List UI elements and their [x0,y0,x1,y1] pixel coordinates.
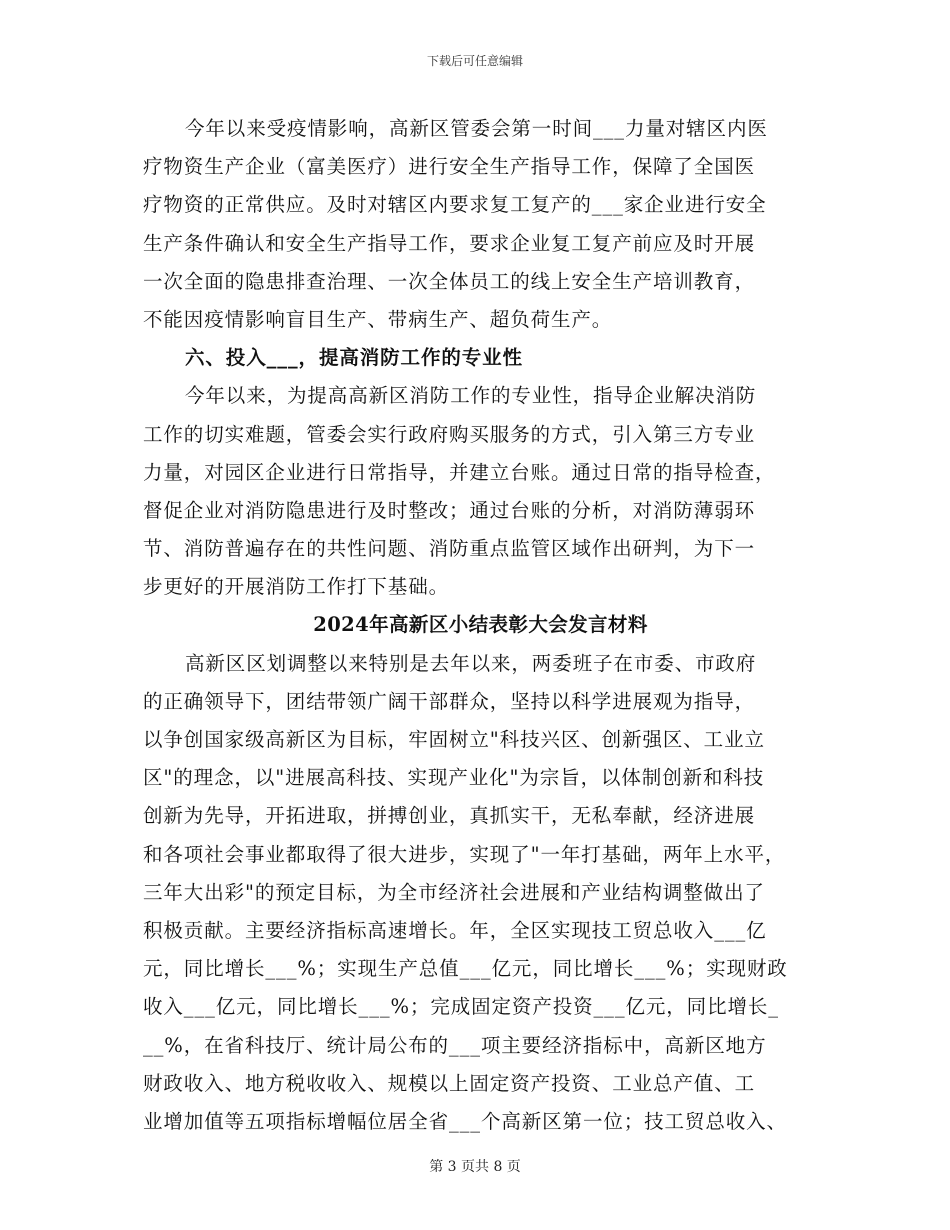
paragraph-line: 业增加值等五项指标增幅位居全省___个高新区第一位；技工贸总收入、 [143,1109,787,1133]
paragraph-line: __%，在省科技厅、统计局公布的___项主要经济指标中，高新区地方 [143,1033,767,1057]
paragraph-line: 收入___亿元，同比增长___%；完成固定资产投资___亿元，同比增长_ [143,995,779,1019]
paragraph-line: 三年大出彩"的预定目标，为全市经济社会进展和产业结构调整做出了 [143,880,765,904]
paragraph-line: 力量，对园区企业进行日常指导，并建立台账。通过日常的指导检查， [143,460,776,484]
document-body [143,110,818,1141]
paragraph-line: 步更好的开展消防工作打下基础。 [143,575,450,599]
paragraph-first-line: 今年以来受疫情影响，高新区管委会第一时间___力量对辖区内医 [185,117,768,140]
paragraph-line: 督促企业对消防隐患进行及时整改；通过台账的分析，对消防薄弱环 [143,498,756,522]
paragraph-first-line: 今年以来，为提高高新区消防工作的专业性，指导企业解决消防 [185,384,757,408]
page-number: 第 3 页共 8 页 [429,1159,521,1175]
paragraph-line: 一次全面的隐患排查治理、一次全体员工的线上安全生产培训教育， [143,269,756,293]
paragraph-line: 积极贡献。主要经济指标高速增长。年，全区实现技工贸总收入___亿 [143,918,767,942]
section-heading: 六、投入___，提高消防工作的专业性 [185,346,523,370]
paragraph-line: 元，同比增长___%；实现生产总值___亿元，同比增长___%；实现财政 [143,957,788,981]
paragraph-first-line: 高新区区划调整以来特别是去年以来，两委班子在市委、市政府 [185,651,757,675]
paragraph-line: 疗物资的正常供应。及时对辖区内要求复工复产的___家企业进行安全 [143,193,767,217]
paragraph-line: 和各项社会事业都取得了很大进步，实现了"一年打基础，两年上水平， [143,842,786,866]
page-header: 下载后可任意编辑 [426,54,523,68]
paragraph-line: 不能因疫情影响盲目生产、带病生产、超负荷生产。 [143,307,613,331]
paragraph-line: 区"的理念，以"进展高科技、实现产业化"为宗旨，以体制创新和科技 [143,766,765,790]
document-title: 2024年高新区小结表彰大会发言材料 [313,613,648,637]
paragraph-line: 财政收入、地方税收收入、规模以上固定资产投资、工业总产值、工 [143,1071,756,1095]
paragraph-line: 的正确领导下，团结带领广阔干部群众，坚持以科学进展观为指导， [143,689,756,713]
paragraph-line: 以争创国家级高新区为目标，牢固树立"科技兴区、创新强区、工业立 [143,728,765,751]
paragraph-line: 疗物资生产企业（富美医疗）进行安全生产指导工作，保障了全国医 [143,155,756,179]
paragraph-line: 生产条件确认和安全生产指导工作，要求企业复工复产前应及时开展 [143,231,756,255]
paragraph-line: 创新为先导，开拓进取，拼搏创业，真抓实干，无私奉献，经济进展 [143,804,756,828]
paragraph-line: 工作的切实难题，管委会实行政府购买服务的方式，引入第三方专业 [143,422,756,446]
paragraph-line: 节、消防普遍存在的共性问题、消防重点监管区域作出研判，为下一 [143,537,756,561]
